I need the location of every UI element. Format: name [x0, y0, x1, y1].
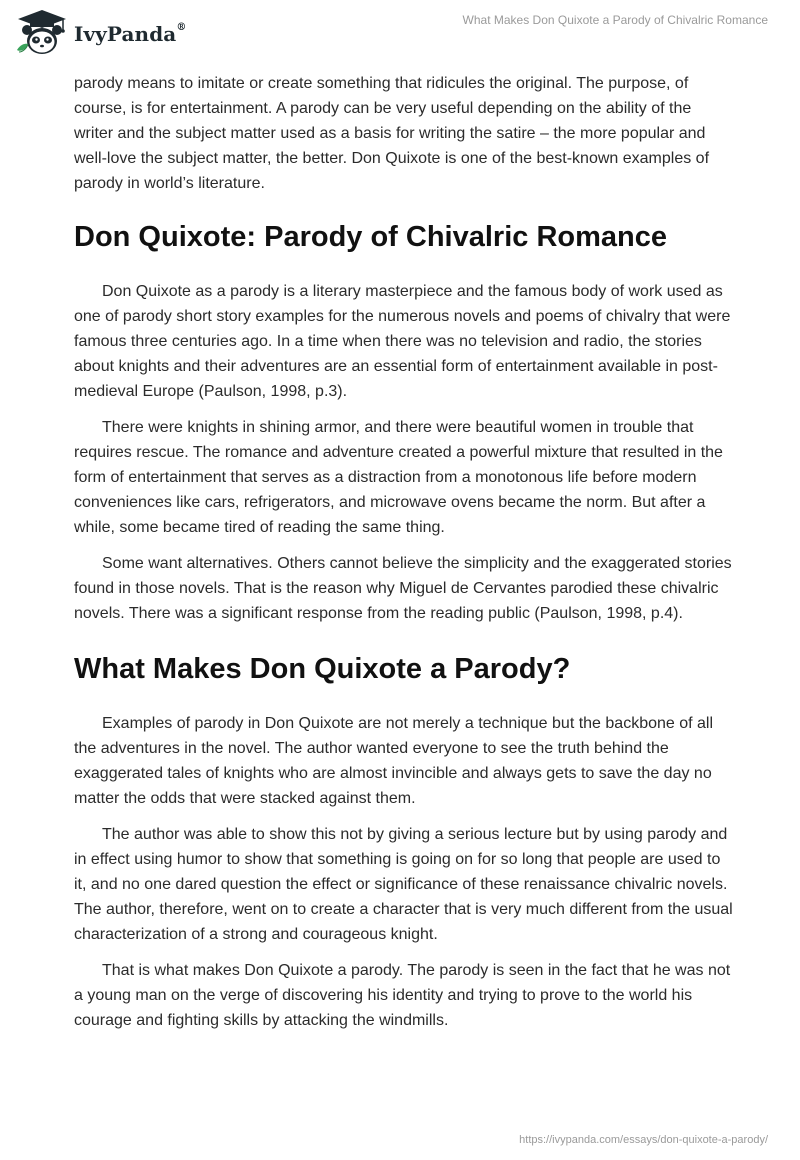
page-header [0, 0, 800, 70]
paragraph: Don Quixote as a parody is a literary masterpiece and the famous body of work used as one of parody short story examples for the numerous novels and poems of chivalry that were famous three centuries ago. In a time when there was no television and radio, the stories about knights and their adventures are an essential form of entertainment available in post-medieval Europe (Paulson, 1998, p.3). [74, 283, 731, 400]
article-body [74, 70, 734, 1033]
intro-paragraph: parody means to imitate or create something that ridicules the original. The purpose, of course, is for entertainment. A parody can be very useful depending on the ability of the writer and the subject matter used as a basis for writing the satire – the more popular and well-love the subject matter, the better. Don Quixote is one of the best-known examples of parody in world’s literature. [74, 75, 710, 192]
source-url[interactable]: https://ivypanda.com/essays/don-quixote-a-parody/ [519, 1134, 768, 1146]
paragraph: Examples of parody in Don Quixote are not merely a technique but the backbone of all the adventures in the novel. The author wanted everyone to see the truth behind the exaggerated tales of knights who are almost invincible and always gets to save the day no matter the odds that were stacked against them. [74, 715, 714, 807]
document-title: What Makes Don Quixote a Parody of Chivalric Romance [462, 13, 768, 27]
paragraph: There were knights in shining armor, and there were beautiful women in trouble that requires rescue. The romance and adventure created a powerful mixture that resulted in the form of entertainment that serves as a distraction from a monotonous life before modern conveniences like cars, refrigerators, and microwave ovens became the norm. But after a while, some became tired of reading the same thing. [74, 419, 723, 536]
paragraph: The author was able to show this not by giving a serious lecture but by using parody and in effect using humor to show that something is going on for so long that people are used to it, and no one dared question the effect or significance of these renaissance chivalric novels. The author, therefore, went on to create a character that is very much different from the usual characterization of a strong and courageous knight. [74, 826, 733, 943]
paragraph: Some want alternatives. Others cannot believe the simplicity and the exaggerated stories found in those novels. That is the reason why Miguel de Cervantes parodied these chivalric novels. There was a significant response from the reading public (Paulson, 1998, p.4). [74, 555, 732, 622]
paragraph: That is what makes Don Quixote a parody. The parody is seen in the fact that he was not a young man on the verge of discovering his identity and trying to prove to the world his courage and fighting skills by attacking the windmills. [74, 962, 731, 1029]
section-heading-chivalric-romance: Don Quixote: Parody of Chivalric Romance [74, 221, 667, 253]
section-heading-what-makes-parody: What Makes Don Quixote a Parody? [74, 653, 571, 685]
ivypanda-logo[interactable] [14, 8, 186, 58]
brand-name: IvyPanda® [74, 22, 187, 46]
panda-graduate-icon [14, 8, 70, 58]
